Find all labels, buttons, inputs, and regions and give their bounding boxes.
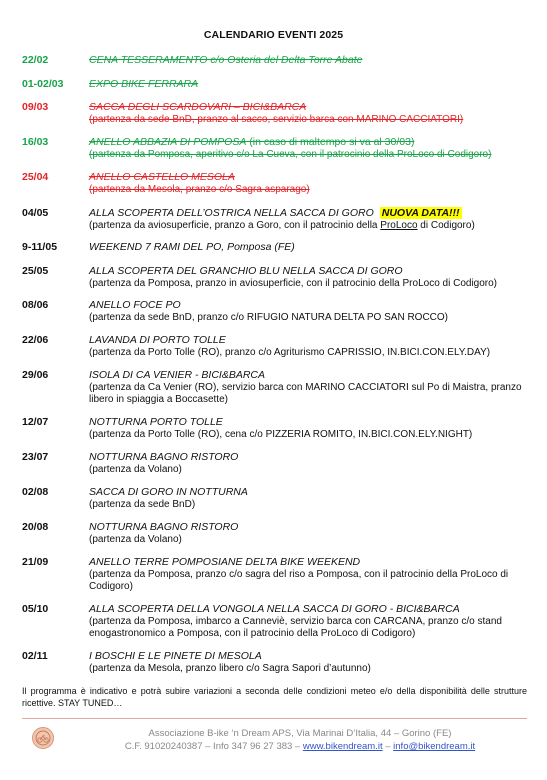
event-detail: (partenza da Mesola, pranzo libero c/o Sagra Sapori d’autunno) xyxy=(89,662,371,674)
event-detail: (partenza da Pomposa, imbarco a Canneviè, servizio barca con CARCANA, pranzo c/o stand enogastronomico a Pomposa, con il patrocinio della ProLoco di Codigoro) xyxy=(89,615,502,639)
event-name: NOTTURNA BAGNO RISTORO xyxy=(89,451,239,463)
event-date: 21/09 xyxy=(22,556,49,568)
new-date-badge: NUOVA DATA!!! xyxy=(381,207,460,219)
event-row xyxy=(22,603,527,641)
event-detail: (partenza da Mesola, pranzo c/o Sagra asparago) xyxy=(89,183,310,195)
footer-divider xyxy=(22,718,527,719)
event-name: NOTTURNA PORTO TOLLE xyxy=(89,416,223,428)
event-row xyxy=(22,54,527,67)
footer-contacts xyxy=(60,740,540,753)
event-row xyxy=(22,78,527,91)
event-row xyxy=(22,416,527,441)
event-row xyxy=(22,136,527,161)
association-logo-icon xyxy=(32,727,54,749)
footer xyxy=(60,727,540,753)
event-detail: (partenza da Volano) xyxy=(89,463,182,475)
event-row xyxy=(22,171,527,196)
event-date: 01-02/03 xyxy=(22,78,64,90)
event-detail-end: di Codigoro) xyxy=(417,219,475,231)
event-detail-underlined: ProLoco xyxy=(380,219,418,231)
event-name: ANELLO CASTELLO MESOLA xyxy=(89,171,235,183)
event-detail: (partenza da sede BnD, pranzo c/o RIFUGIO NATURA DELTA PO SAN ROCCO) xyxy=(89,311,449,323)
event-date: 05/10 xyxy=(22,603,49,615)
event-date: 04/05 xyxy=(22,207,49,219)
event-date: 02/11 xyxy=(22,650,48,662)
event-date: 25/04 xyxy=(22,171,49,183)
event-date: 23/07 xyxy=(22,451,49,463)
event-detail: (partenza da Porto Tolle (RO), cena c/o PIZZERIA ROMITO, IN.BICI.CON.ELY.NIGHT) xyxy=(89,428,473,440)
footer-info: C.F. 91020240387 – Info 347 96 27 383 – xyxy=(124,741,303,752)
event-row xyxy=(22,334,527,359)
event-detail: (partenza da aviosuperficie, pranzo a Goro, con il patrocinio della xyxy=(89,219,381,231)
event-detail: (partenza da Pomposa, pranzo c/o sagra del riso a Pomposa, con il patrocinio della ProLoco di Codigoro) xyxy=(89,568,509,592)
event-row xyxy=(22,451,527,476)
event-row xyxy=(22,207,527,232)
event-row xyxy=(22,369,527,407)
event-date: 22/02 xyxy=(22,54,49,66)
event-name: ALLA SCOPERTA DELLA VONGOLA NELLA SACCA DI GORO - BICI&BARCA xyxy=(89,603,460,615)
event-detail: (partenza da Pomposa, aperitivo c/o La Cueva, con il patrocinio della ProLoco di Codigoro) xyxy=(89,148,492,160)
event-name: ANELLO FOCE PO xyxy=(89,299,181,311)
event-row xyxy=(22,486,527,511)
event-date: 29/06 xyxy=(22,369,49,381)
event-name: NOTTURNA BAGNO RISTORO xyxy=(89,521,239,533)
event-name: SACCA DEGLI SCARDOVARI – BICI&BARCA xyxy=(89,101,307,113)
event-row xyxy=(22,101,527,126)
event-name: ALLA SCOPERTA DEL GRANCHIO BLU NELLA SACCA DI GORO xyxy=(89,265,403,277)
event-row xyxy=(22,650,527,675)
footer-address: Associazione B-ike ‘n Dream APS, Via Marinai D’Italia, 44 – Gorino (FE) xyxy=(148,728,452,739)
website-link[interactable]: www.bikendream.it xyxy=(302,741,383,752)
event-row xyxy=(22,265,527,290)
event-detail: (partenza da Volano) xyxy=(89,533,182,545)
page-title: CALENDARIO EVENTI 2025 xyxy=(203,29,344,41)
event-name: ALLA SCOPERTA DELL’OSTRICA NELLA SACCA DI GORO xyxy=(89,207,374,219)
event-date: 12/07 xyxy=(22,416,49,428)
event-row xyxy=(22,556,527,594)
event-name: EXPO BIKE FERRARA xyxy=(89,78,199,90)
event-row xyxy=(22,299,527,324)
event-row xyxy=(22,521,527,546)
event-name: CENA TESSERAMENTO c/o Osteria del Delta Torre Abate xyxy=(89,54,363,66)
footer-separator: – xyxy=(382,741,394,752)
event-name-note: (in caso di maltempo si va al 30/03) xyxy=(246,136,415,148)
event-row xyxy=(22,241,527,254)
event-date: 25/05 xyxy=(22,265,49,277)
event-name: ANELLO TERRE POMPOSIANE DELTA BIKE WEEKEND xyxy=(89,556,361,568)
event-name: LAVANDA DI PORTO TOLLE xyxy=(89,334,226,346)
event-date: 22/06 xyxy=(22,334,49,346)
event-name: WEEKEND 7 RAMI DEL PO, Pomposa (FE) xyxy=(89,241,295,253)
event-detail: (partenza da Porto Tolle (RO), pranzo c/o Agriturismo CAPRISSIO, IN.BICI.CON.ELY.DAY) xyxy=(89,346,491,358)
event-date: 9-11/05 xyxy=(22,241,58,253)
event-date: 16/03 xyxy=(22,136,49,148)
event-detail: (partenza da Pomposa, pranzo in aviosuperficie, con il patrocinio della ProLoco di Codigoro) xyxy=(89,277,498,289)
event-date: 02/08 xyxy=(22,486,49,498)
event-name: ANELLO ABBAZIA DI POMPOSA xyxy=(89,136,247,148)
event-name: ISOLA DI CA VENIER - BICI&BARCA xyxy=(89,369,266,381)
event-name: SACCA DI GORO IN NOTTURNA xyxy=(89,486,248,498)
event-date: 20/08 xyxy=(22,521,49,533)
event-detail: (partenza da Ca Venier (RO), servizio barca con MARINO CACCIATORI sul Po di Maistra, pranzo libero in spiaggia a Boccasette) xyxy=(89,381,522,405)
event-detail: (partenza da sede BnD, pranzo al sacco, servizio barca con MARINO CACCIATORI) xyxy=(89,113,464,125)
event-detail: (partenza da sede BnD) xyxy=(89,498,196,510)
event-name: I BOSCHI E LE PINETE DI MESOLA xyxy=(89,650,262,662)
disclaimer-note: Il programma è indicativo e potrà subire variazioni a seconda delle condizioni meteo e/o della disponibilità delle strutture ricettive. STAY TUNED… xyxy=(22,686,527,708)
event-date: 09/03 xyxy=(22,101,49,113)
email-link[interactable]: info@bikendream.it xyxy=(393,741,476,752)
event-date: 08/06 xyxy=(22,299,49,311)
